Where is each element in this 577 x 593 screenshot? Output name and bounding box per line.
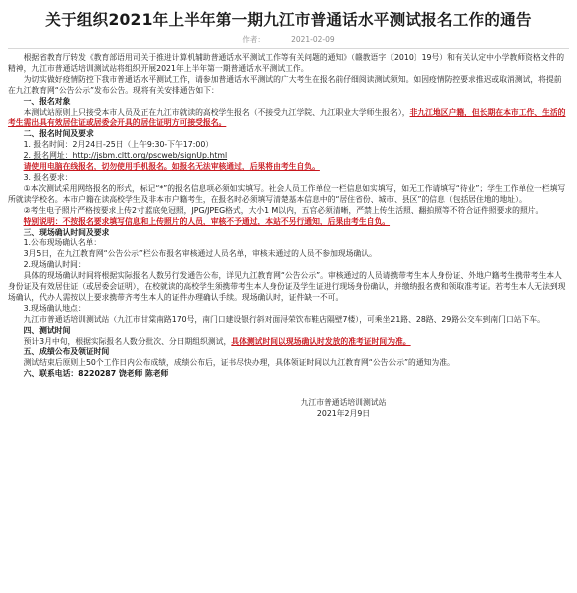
intro-paragraph-1: 根据省教育厅转发《教育部语用司关于推进计算机辅助普通话水平测试工作等有关问题的通知》（赣教语字〔2010〕19号）和有关认定中小学教师资格文件的精神，九江市普通话培训测试站将组织开展2021年上半年第一期普通话水平测试工作。 (8, 53, 565, 73)
requirements-title: 3. 报名要求： (23, 172, 73, 182)
section-targets-text (8, 108, 569, 130)
results-text: 测试结束后原则上50个工作日内公布成绩，成绩公布后，证书尽快办理，具体领证时间以九江教育网“公告公示”的通知为准。 (23, 358, 455, 368)
section-heading-targets: 一、报名对象 (23, 96, 71, 106)
test-time-text (8, 337, 569, 348)
signature-block (8, 398, 569, 420)
section-heading-results: 五、成绩公布及领证时间 (23, 347, 110, 357)
title-divider (8, 48, 569, 49)
intro-paragraph-2: 为切实做好疫情防控下我市普通话水平测试工作，请参加普通话水平测试的广大考生在报名前仔细阅读测试须知。如因疫情防控要求推迟或取消测试，将提前在九江教育网“公告公示”发布公告。现将有关安排通告如下： (8, 74, 562, 95)
confirm-time-text: 具体的现场确认时间将根据实际报名人数另行发通告公布，详见九江教育网“公告公示”。审核通过的人员请携带考生本人身份证、外地户籍考生携带考生本人身份证及有效居住证（或居委会证明），在校就读的高校学生须携带考生本人身份证及学生证进行现场身份确认，并缴纳报名费和领取准考证。若考生本人无法到现场确认，代办人需按以上要求携带齐考生本人的证件办理确认手续。现场确认时，证件缺一不可。 (8, 271, 566, 302)
confirm-time-title: 2.现场确认时间： (23, 260, 86, 270)
test-time-plain: 预计3月中旬，根据实际报名人数分批次、分日期组织测试， (23, 336, 232, 346)
registration-url-link[interactable]: 2. 报名网址：http://jsbm.cltt.org/pscweb/signUp.html (23, 151, 228, 161)
section-contact: 六、联系电话：8220287 饶老师 陈老师 (23, 369, 169, 379)
signature-org: 九江市普通话培训测试站 (300, 398, 387, 408)
section-heading-test-time: 四、测试时间 (23, 325, 71, 335)
page-title: 关于组织2021年上半年第一期九江市普通话水平测试报名工作的通告 (45, 11, 532, 29)
special-notice: 特别说明：不按报名要求填写信息和上传照片的人员，审核不予通过，本站不另行通知，后果由考生自负。 (23, 216, 391, 226)
article-meta (8, 34, 569, 45)
announce-text: 3月5日，在九江教育网“公告公示”栏公布报名审核通过人员名单，审核未通过的人员不参加现场确认。 (23, 249, 377, 259)
signature-date: 2021年2月9日 (316, 409, 371, 419)
author-label: 作者： (242, 35, 265, 44)
targets-text: 本测试站原则上只接受本市人员及正在九江市就读的高校学生报名（不接受九江学院、九江职业大学师生报名）， (23, 107, 410, 117)
targets-emphasis: 非九江地区户籍，但长期在本市工作、生活的考生需出具有效居住证或居委会开具的居住证明方可接受报名。 (8, 107, 566, 128)
notice-body (8, 53, 569, 420)
confirm-place-title: 3.现场确认地点： (23, 303, 86, 313)
registration-time: 1. 报名时间：2月24日-25日（上午9:30-下午17:00） (23, 140, 214, 150)
announce-title: 1.公布现场确认名单： (23, 238, 102, 248)
requirement-2: ②考生电子照片严格按要求上传2寸蓝底免冠照，JPG/JPEG格式，大小1 M以内，五官必须清晰，严禁上传生活照、翻拍照等不符合证件照要求的照片。 (23, 205, 544, 215)
test-time-emphasis: 具体测试时间以现场确认时发放的准考证时间为准。 (231, 336, 411, 346)
registration-notice: 请使用电脑在线报名，切勿使用手机报名。如报名无法审核通过，后果将由考生自负。 (23, 162, 320, 172)
confirm-place-text: 九江市普通话培训测试站（九江市甘棠南路170号，南门口建设银行斜对面浔荣饮布鞋店隔壁7楼），可乘坐21路、28路、29路公交车到南门口站下车。 (23, 314, 545, 324)
section-heading-registration: 二、报名时间及要求 (23, 129, 94, 139)
section-heading-confirmation: 三、现场确认时间及要求 (23, 227, 110, 237)
publish-date: 2021-02-09 (291, 35, 335, 44)
requirement-1: ①本次测试采用网络报名的形式，标记“*”的报名信息项必须如实填写。社会人员工作单位一栏信息如实填写，如无工作请填写“待业”；学生工作单位一栏填写所就读学校名。本市户籍在读高校学生及非本市户籍考生，在报名时必须填写清楚基本信息中的“居住省份、城市、县区”的信息（包括居住地的地址）。 (8, 183, 566, 204)
registration-site-line (8, 151, 569, 162)
